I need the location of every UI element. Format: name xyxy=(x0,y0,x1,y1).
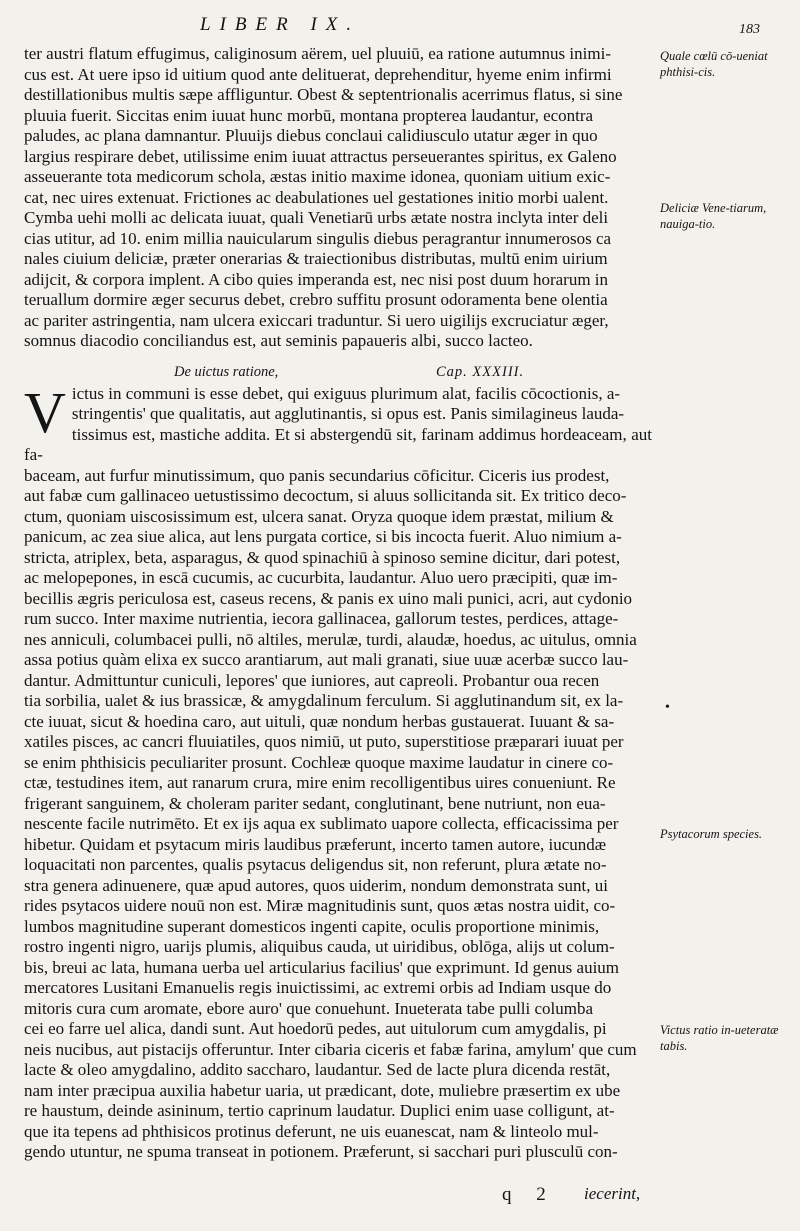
page-footer xyxy=(24,1184,652,1224)
margin-mark: • xyxy=(665,700,670,715)
text-line: pluuia fuerit. Siccitas enim iuuat hunc morbū, montana propterea laudantur, econtra xyxy=(24,105,594,125)
text-line: nales ciuium deliciæ, præter onerarias & traiectionibus distributas, multū enim uirium xyxy=(24,249,608,268)
text-line: neis nucibus, aut pistacijs offeruntur. Inter cibaria ciceris et fabæ farina, amylum' que cum xyxy=(24,1039,637,1059)
paragraph-diet xyxy=(24,379,652,1163)
text-line: tissimus est, mastiche addita. Et si abstergendū sit, farinam addimus hordeaceam, aut fa- xyxy=(24,424,652,464)
text-line: stringentis' que qualitatis, aut agglutinantis, si opus est. Panis similagineus lauda- xyxy=(71,404,625,423)
main-text-block xyxy=(24,44,652,1163)
text-line: panicum, ac zea siue alica, aut lens purgata cortice, si bis incocta fuerit. Aluo nimium a- xyxy=(24,527,622,546)
text-line: rum succo. Inter maxime nutrientia, iecora gallinacea, gallorum testes, perdices, attage- xyxy=(24,609,619,628)
text-line: ter austri flatum effugimus, caliginosum aërem, uel pluuiū, ea ratione autumnus inimi- xyxy=(24,44,611,63)
marginal-note-diet: Victus ratio in-ueteratæ tabis. xyxy=(660,1023,779,1053)
page-header xyxy=(0,8,800,36)
text-line: stra genera adinuenere, quæ apud autores, quos uiderim, nondum demonstrata sunt, ui xyxy=(24,875,608,895)
text-line: frigerant sanguinem, & choleram pariter sedant, conglutinant, bene nutriunt, non eua- xyxy=(24,793,606,813)
text-line: tia sorbilia, ualet & ius brassicæ, & amygdalinum ferculum. Si agglutinandum sit, ex la- xyxy=(24,691,624,710)
text-line: ctæ, testudines item, aut ranarum crura, mire enim recolligentibus uires conueniunt. Re xyxy=(24,773,616,792)
text-line: nescente facile nutrimēto. Et ex ijs aqua ex sublimato uapore collecta, efficacissima per xyxy=(24,814,619,833)
text-line: cte iuuat, sicut & hoedina caro, aut uituli, quæ nondum herbas gustauerat. Iuuant & sa- xyxy=(24,711,615,731)
drop-cap: V xyxy=(24,379,66,445)
chapter-title: De uictus ratione, xyxy=(174,363,279,380)
text-line: largius respirare debet, utilissime enim iuuat attractus perseuerantes spiritus, ex Galeno xyxy=(24,146,617,166)
text-line: baceam, aut furfur minutissimum, quo panis secundarius cōficitur. Ciceris ius prodest, xyxy=(24,465,610,485)
text-line: lacte & oleo amygdalino, addito saccharo, laudantur. Sed de lacte plura dicenda restāt, xyxy=(24,1060,611,1079)
text-line: gendo utuntur, ne spuma transeat in potionem. Præferunt, si sacchari puri plusculū con- xyxy=(24,1142,618,1161)
text-line: destillationibus multis sæpe affliguntur. Obest & septentrionalis acerrimus flatus, si sine xyxy=(24,85,623,104)
text-line: paludes, ac plana damnantur. Pluuijs diebus conclaui calidiusculo utatur æger in quo xyxy=(24,126,598,145)
text-line: bis, breui ac lata, humana uerba uel articularius facilius' que exprimunt. Id genus auium xyxy=(24,957,620,977)
text-line: stricta, atriplex, beta, asparagus, & quod spinachiū à spinoso semine dicitur, dari potest, xyxy=(24,547,621,567)
text-line: que ita tepens ad phthisicos protinus deferunt, ne uis euanescat, nam & linteolo mul- xyxy=(24,1121,599,1141)
text-line: ac pariter astringentia, nam ulcera exiccari traduntur. Si uero uigilijs excruciatur æger, xyxy=(24,310,609,330)
text-line: ctum, quoniam uiscosissimum est, ulcera sanat. Oryza quoque idem præstat, milium & xyxy=(24,506,614,526)
chapter-heading xyxy=(24,356,652,382)
paragraph-diet-lines xyxy=(24,379,652,1163)
chapter-number: Cap. XXXIII. xyxy=(436,363,525,380)
text-line: cias utitur, ad 10. enim millia nauicularum singulis diebus peragrantur innumerosos ca xyxy=(24,228,612,248)
marginal-note-venice: Deliciæ Vene-tiarum, nauiga-tio. xyxy=(660,201,767,231)
text-line: Cymba uehi molli ac delicata iuuat, quali Venetiarū urbs ætate nostra inclyta inter deli xyxy=(24,208,609,227)
text-line: dantur. Admittuntur cuniculi, lepores' que iuniores, aut capreoli. Probantur oua recen xyxy=(24,670,600,690)
paragraph-climate xyxy=(24,44,652,352)
signature-mark: q 2 xyxy=(502,1184,556,1205)
text-line: hibetur. Quidam et psytacum miris laudibus præferunt, incerto tamen autore, iucundæ xyxy=(24,834,607,854)
text-line: nam inter præcipua auxilia habetur uaria, ut prædicant, dote, muliebre præsertim ex ube xyxy=(24,1080,621,1100)
text-line: aut fabæ cum gallinaceo uetustissimo decoctum, si aluus sollicitanda sit. Ex tritico deco- xyxy=(24,486,627,505)
text-line: se enim phthisicis peculiariter prosunt. Cochleæ quoque maxime laudatur in cinere co- xyxy=(24,752,614,772)
text-line: cei eo farre uel alica, dandi sunt. Aut hoedorū pedes, aut uitulorum cum amygdalis, pi xyxy=(24,1019,607,1038)
text-line: becillis ægris periculosa est, caseus recens, & panis ex uino mali punici, acri, aut cydonio xyxy=(24,588,633,608)
text-line: nes anniculi, columbacei pulli, nō altiles, merulæ, turdi, alaudæ, hoedus, ac uitulus, omnia xyxy=(24,629,637,649)
text-line: asseuerante tota medicorum schola, æstas initio maxime idonea, quoniam uitium exic- xyxy=(24,167,611,186)
text-line: ac melopepones, in escā cucumis, ac cucurbita, laudantur. Aluo uero præcipiti, quæ im- xyxy=(24,568,618,587)
text-line: mercatores Lusitani Emanuelis regis inuictissimi, ac extremi orbis ad Indiam usque do xyxy=(24,978,612,997)
text-line: cat, nec uires extenuat. Frictiones ac deabulationes uel gestationes initio morbi ualent. xyxy=(24,187,609,207)
text-line: teruallum dormire æger securus debet, crebro suffitu prosunt odoramenta bene olentia xyxy=(24,290,608,309)
marginal-note-parrots: Psytacorum species. xyxy=(660,827,763,841)
text-line: adijcit, & corpora implent. A cibo quies imperanda est, nec nisi post duum horarum in xyxy=(24,269,609,289)
running-head: LIBER IX. xyxy=(200,14,361,35)
text-line: xatiles pisces, ac cancri fluuiatiles, quos nimiū, ut puto, superstitiose præparari iuuat per xyxy=(24,732,624,751)
text-line: lumbos magnitudine superant domesticos ingenti capite, oculis proportione minimis, xyxy=(24,916,600,936)
catchword: iecerint, xyxy=(584,1184,641,1203)
text-line: rides psytacos uidere nouū non est. Miræ magnitudinis sunt, quos ætas nostra uidit, co- xyxy=(24,896,616,915)
marginal-note-climate: Quale cœlū cō-ueniat phthisi-cis. xyxy=(660,49,768,79)
text-line: loquacitati non parcentes, qualis psytacus deligendus sit, non referunt, plura ætate no- xyxy=(24,855,607,874)
page-number: 183 xyxy=(739,22,760,37)
text-line: re haustum, deinde asininum, tertio caprinum laudatur. Duplici enim uase colligunt, at- xyxy=(24,1101,615,1120)
text-line: rostro ingenti nigro, uarijs plumis, aliquibus cauda, ut uiridibus, oblōga, alijs ut colum- xyxy=(24,937,615,956)
text-line: assa potius quàm elixa ex succo arantiarum, aut mali granati, siue uuæ acerbæ succo lau- xyxy=(24,650,629,669)
text-line: cus est. At uere ipso id uitium quod ante delituerat, deprehenditur, hyeme enim infirmi xyxy=(24,64,612,84)
text-line: somnus diacodio conciliandus est, aut seminis papaueris albi, succo lacteo. xyxy=(24,331,533,350)
text-line: ictus in communi is esse debet, qui exiguus plurimum alat, facilis cōcoctionis, a- xyxy=(71,383,621,403)
text-line: mitoris cura cum aromate, ebore auro' que conuehunt. Inueterata tabe pulli columba xyxy=(24,998,594,1018)
